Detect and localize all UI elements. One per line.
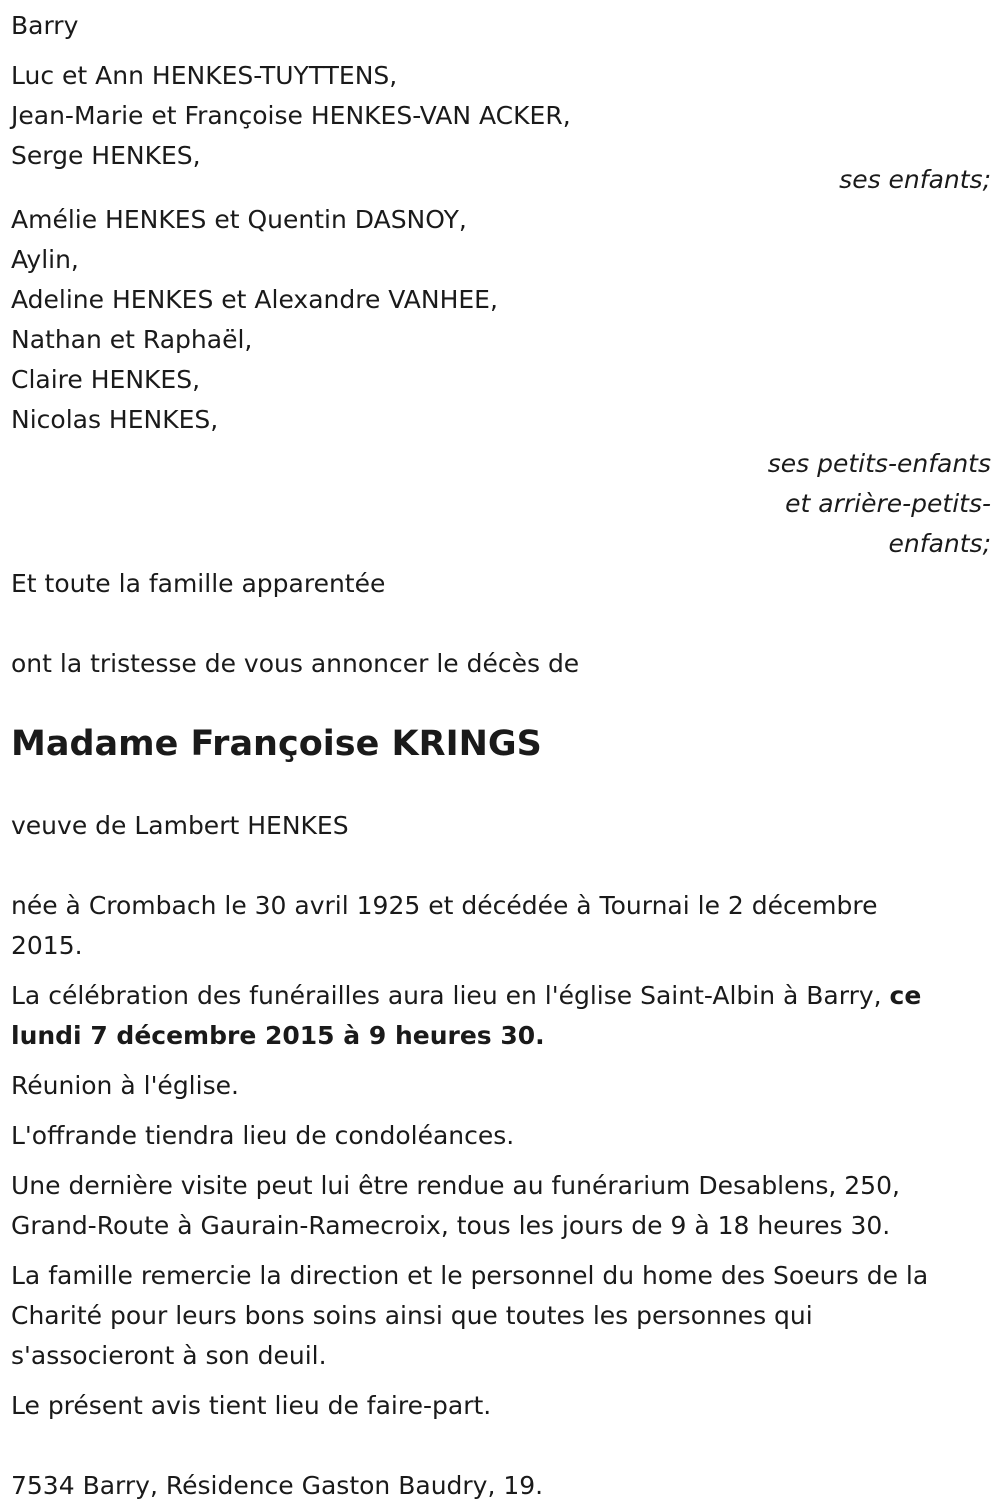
birth-death-line: 2015. (11, 931, 83, 960)
ceremony-date-part1: ce (889, 981, 922, 1010)
child-entry: Jean-Marie et Françoise HENKES-VAN ACKER, (11, 101, 571, 130)
grandchild-entry: Claire HENKES, (11, 365, 201, 394)
grandchildren-role-line: ses petits-enfants (767, 449, 991, 478)
announcement: ont la tristesse de vous annoncer le décès de (11, 649, 580, 678)
obituary-notice (11, 6, 991, 1506)
ceremony-info (11, 976, 991, 1056)
thanks-line: La famille remercie la direction et le personnel du home des Soeurs de la (11, 1261, 929, 1290)
children-list (11, 56, 991, 176)
visit-line: Une dernière visite peut lui être rendue au funérarium Desablens, 250, (11, 1171, 900, 1200)
ceremony-date-part2: lundi 7 décembre 2015 à 9 heures 30. (11, 1021, 545, 1050)
child-entry: Serge HENKES, (11, 141, 201, 170)
faire-part-notice: Le présent avis tient lieu de faire-part. (11, 1391, 492, 1420)
thanks-line: s'associeront à son deuil. (11, 1341, 327, 1370)
child-entry: Luc et Ann HENKES-TUYTTENS, (11, 61, 398, 90)
grandchild-entry: Nathan et Raphaël, (11, 325, 253, 354)
visit-line: Grand-Route à Gaurain-Ramecroix, tous les jours de 9 à 18 heures 30. (11, 1211, 891, 1240)
offering-info: L'offrande tiendra lieu de condoléances. (11, 1121, 515, 1150)
birth-death (11, 886, 991, 966)
meeting-info: Réunion à l'église. (11, 1071, 239, 1100)
grandchild-entry: Adeline HENKES et Alexandre VANHEE, (11, 285, 498, 314)
thanks-line: Charité pour leurs bons soins ainsi que toutes les personnes qui (11, 1301, 813, 1330)
ceremony-line-2 (11, 1016, 991, 1056)
children-role: ses enfants; (839, 165, 991, 194)
grandchild-entry: Nicolas HENKES, (11, 405, 219, 434)
birth-death-line: née à Crombach le 30 avril 1925 et décédée à Tournai le 2 décembre (11, 891, 878, 920)
ceremony-text: La célébration des funérailles aura lieu en l'église Saint-Albin à Barry, (11, 981, 890, 1010)
grandchildren-role-line: enfants; (888, 529, 991, 558)
grandchildren-role (11, 444, 991, 564)
thanks-info (11, 1256, 991, 1376)
widow-of: veuve de Lambert HENKES (11, 811, 349, 840)
grandchild-entry: Amélie HENKES et Quentin DASNOY, (11, 205, 467, 234)
ceremony-line-1 (11, 976, 991, 1016)
family-line: Et toute la famille apparentée (11, 569, 386, 598)
visit-info (11, 1166, 991, 1246)
grandchild-entry: Aylin, (11, 245, 79, 274)
residence-address: 7534 Barry, Résidence Gaston Baudry, 19. (11, 1471, 544, 1500)
grandchildren-list (11, 200, 991, 440)
grandchildren-role-line: et arrière-petits- (785, 489, 991, 518)
deceased-name: Madame Françoise KRINGS (11, 724, 542, 764)
place-header: Barry (11, 11, 79, 40)
